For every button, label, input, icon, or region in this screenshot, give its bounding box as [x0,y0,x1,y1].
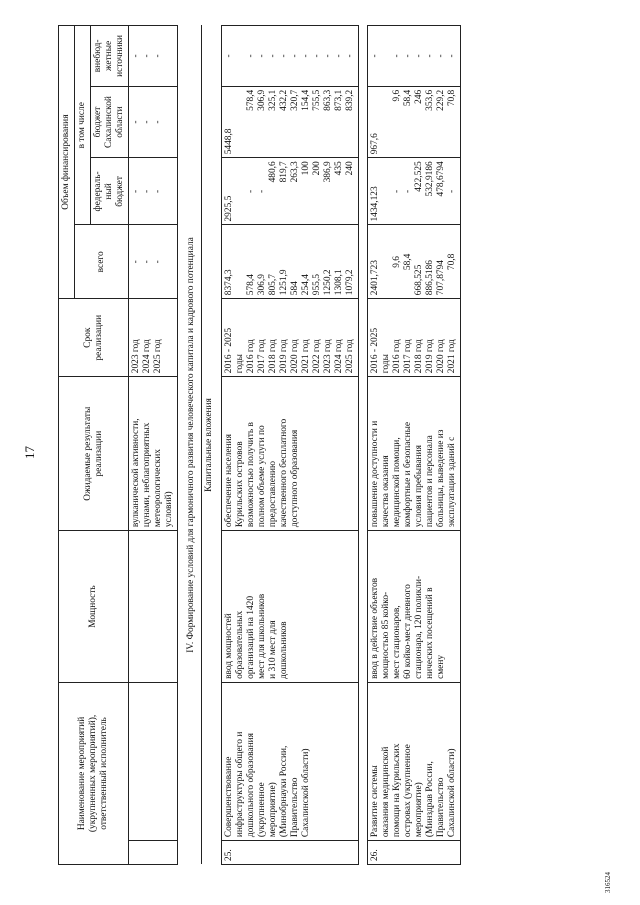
row-number: 26. [368,841,461,865]
row-years: 2016 - 2025 годы 2016 год 2017 год 2018 год 2019 год 2020 год 2021 год [368,299,461,377]
subsection-title: Капитальные вложения [204,398,214,492]
row-federal: 2925,5 - - 480,6 819,7 263,3 100 200 386,9 435 240 [222,158,359,225]
row-results: обеспечение населения Курильских островов возможностью получить в полном объеме услуги по предоставлению качественного бесплатного доступного образования [222,377,359,531]
continuation-total: - - - [129,225,178,299]
row-extra: - - - - - - - [368,26,461,87]
subsection-row [202,26,222,865]
row-name: Совершенствование инфраструктуры общего и дошкольного образования (укрупненное мероприятие) (Минобрнауки России, Правительство Сахалинской области) [222,682,359,840]
header-extra: внебюд- жетные источники [91,26,129,87]
row-capacity: ввод в действие объектов мощностью 85 койко- мест стационаров, 60 койко-мест дневного стационара, 120 поликли- нических посещений в смену [368,531,461,683]
continuation-extra: - - - [129,26,178,87]
row-name: Развитие системы оказания медицинской помощи на Курильских островах (укрупненное мероприятие) (Минздрав России, Правительство Сахалинской области) [368,682,461,840]
table-row [222,26,359,865]
header-total: всего [75,225,129,299]
financing-table [58,25,461,865]
header-including: в том числе [75,26,91,226]
header-funding: Объем финансирования [59,26,75,299]
row-capacity: ввод мощностей образовательных организаций на 1420 мест для школьников и 310 мест для дошкольников [222,531,359,683]
header-results: Ожидаемые результаты реализации [59,377,129,531]
row-number: 25. [222,841,359,865]
row-federal: 1434,123 - - 422,525 532,9186 478,6794 - [368,158,461,225]
header-regional: бюджет Сахалинской области [91,86,129,158]
spacer-row [359,26,368,865]
header-federal: федераль- ный бюджет [91,158,129,225]
continuation-years: 2023 год 2024 год 2025 год [129,299,178,377]
header-term: Срок реализации [59,299,129,377]
header-capacity: Мощность [59,531,129,683]
section-row [178,26,202,865]
row-results: повышение доступности и качества оказания медицинской помощи, комфортные и безопасные условия пребывания пациентов и персонала больницы, выведение из эксплуатации зданий с [368,377,461,531]
row-extra: - - - - - - - - - - - [222,26,359,87]
document-code: 316524 [604,872,612,893]
header-row-1 [59,26,75,865]
table-row [368,26,461,865]
row-years: 2016 - 2025 годы 2016 год 2017 год 2018 год 2019 год 2020 год 2021 год 2022 год 2023 год 2024 год 2025 год [222,299,359,377]
continuation-results: вулканической активности, цунами, неблагоприятных метеорологических условий) [129,377,178,531]
row-regional: 5448,8 578,4 306,9 325,1 432,2 320,7 154,4 755,5 863,3 873,1 839,2 [222,86,359,158]
continuation-row [129,26,178,865]
continuation-regional: - - - [129,86,178,158]
row-regional: 967,6 9,6 58,4 246 353,6 229,2 70,8 [368,86,461,158]
row-total: 8374,3 578,4 306,9 805,7 1251,9 584 254,4 955,5 1250,2 1308,1 1079,2 [222,225,359,299]
page-number: 17 [22,446,37,459]
section-title: IV. Формирование условий для гармоничного развития человеческого капитала и кадрового потенциала [178,26,202,865]
continuation-federal: - - - [129,158,178,225]
header-name: Наименование мероприятий (укрупненных мероприятий), ответственный исполнитель [59,682,129,864]
row-total: 2401,723 9,6 58,4 668,525 886,5186 707,8794 70,8 [368,225,461,299]
